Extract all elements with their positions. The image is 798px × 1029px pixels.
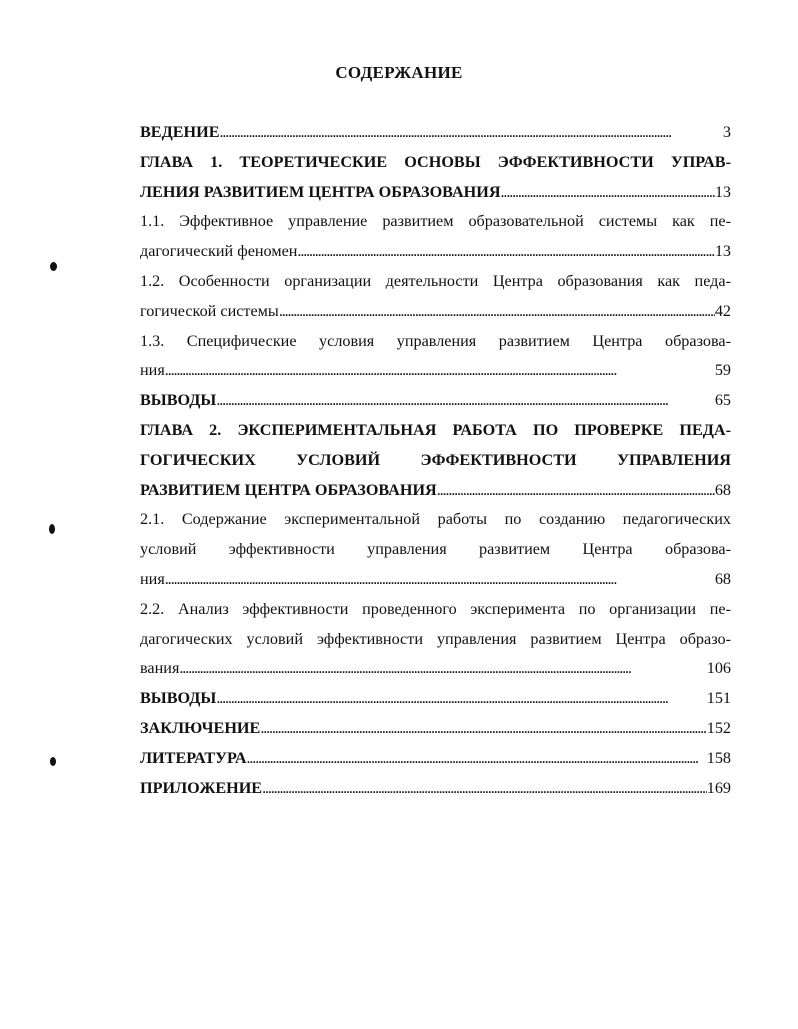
- toc-page-number: 13: [714, 242, 731, 261]
- toc-entry-line: [140, 714, 731, 744]
- scan-artifact-dot: [50, 262, 57, 271]
- toc-page-number: 169: [706, 778, 731, 797]
- toc-entry-line: [140, 386, 731, 416]
- toc-entry-line: [140, 565, 731, 595]
- table-of-contents: [140, 118, 731, 803]
- toc-entry-title: 2.1. Содержание экспериментальной работы по созданию педагогических: [140, 510, 731, 529]
- toc-page-number: 158: [706, 748, 731, 767]
- toc-page-number: 65: [714, 391, 731, 410]
- toc-page-number: 106: [706, 659, 731, 678]
- dot-leader: [165, 565, 715, 595]
- toc-entry-line: [140, 118, 731, 148]
- toc-entry-title: вания: [140, 659, 180, 678]
- toc-page-number: 13: [714, 182, 731, 201]
- dot-leader: [297, 237, 714, 267]
- toc-entry-title: 1.3. Специфические условия управления развитием Центра образова-: [140, 331, 731, 350]
- dot-leader: [437, 476, 715, 506]
- toc-page-number: 3: [722, 123, 731, 141]
- toc-entry-line: [140, 297, 731, 327]
- toc-page-number: 68: [714, 480, 731, 499]
- toc-page-number: 152: [706, 718, 731, 737]
- toc-entry-title: ния: [140, 361, 165, 380]
- toc-entry-title: условий эффективности управления развитием Центра образова-: [140, 540, 731, 559]
- dot-leader: [279, 297, 715, 327]
- toc-entry-title: дагогический феномен: [140, 242, 298, 261]
- toc-entry-title: ВЫВОДЫ: [140, 689, 217, 708]
- dot-leader: [501, 178, 715, 208]
- toc-entry-title: ПРИЛОЖЕНИЕ: [140, 778, 263, 797]
- toc-entry-title: дагогических условий эффективности управления развитием Центра образо-: [140, 629, 731, 648]
- toc-entry-title: ВЫВОДЫ: [140, 391, 217, 410]
- dot-leader: [165, 356, 715, 386]
- toc-entry-title: ЗАКЛЮЧЕНИЕ: [140, 718, 261, 737]
- dot-leader: [179, 654, 706, 684]
- scan-artifact-dot: [49, 524, 55, 534]
- toc-entry-title: ГЛАВА 1. ТЕОРЕТИЧЕСКИЕ ОСНОВЫ ЭФФЕКТИВНОСТИ УПРАВ-: [140, 152, 731, 171]
- toc-entry-line: [140, 356, 731, 386]
- toc-entry-title: ЛИТЕРАТУРА: [140, 748, 247, 767]
- toc-entry-title: РАЗВИТИЕМ ЦЕНТРА ОБРАЗОВАНИЯ: [140, 480, 437, 499]
- dot-leader: [260, 714, 706, 744]
- dot-leader: [262, 774, 707, 804]
- toc-entry-line: [140, 684, 731, 714]
- toc-page-number: 68: [714, 569, 731, 588]
- toc-entry-line: [140, 178, 731, 208]
- toc-entry-line: [140, 774, 731, 804]
- toc-page-number: 42: [714, 301, 731, 320]
- toc-entry-title: ВЕДЕНИЕ: [140, 123, 220, 141]
- toc-entry-title: 1.1. Эффективное управление развитием образовательной системы как пе-: [140, 212, 731, 231]
- dot-leader: [247, 744, 707, 774]
- toc-entry-line: [140, 237, 731, 267]
- toc-entry-title: 2.2. Анализ эффективности проведенного эксперимента по организации пе-: [140, 599, 731, 618]
- toc-entry-title: гогической системы: [140, 301, 279, 320]
- toc-entry-title: ГЛАВА 2. ЭКСПЕРИМЕНТАЛЬНАЯ РАБОТА ПО ПРОВЕРКЕ ПЕДА-: [140, 420, 731, 439]
- scan-artifact-dot: [50, 757, 56, 766]
- toc-heading: СОДЕРЖАНИЕ: [335, 63, 463, 82]
- dot-leader: [220, 118, 723, 148]
- toc-entry-title: 1.2. Особенности организации деятельности Центра образования как педа-: [140, 271, 731, 290]
- toc-entry-title: ния: [140, 569, 165, 588]
- toc-entry-line: [140, 744, 731, 774]
- toc-page-number: 59: [714, 361, 731, 380]
- toc-page-number: 151: [706, 689, 731, 708]
- toc-entry-title: ЛЕНИЯ РАЗВИТИЕМ ЦЕНТРА ОБРАЗОВАНИЯ: [140, 182, 501, 201]
- dot-leader: [216, 386, 715, 416]
- toc-entry-line: [140, 654, 731, 684]
- toc-entry-line: [140, 476, 731, 506]
- dot-leader: [216, 684, 706, 714]
- toc-entry-title: ГОГИЧЕСКИХ УСЛОВИЙ ЭФФЕКТИВНОСТИ УПРАВЛЕНИЯ: [140, 450, 731, 469]
